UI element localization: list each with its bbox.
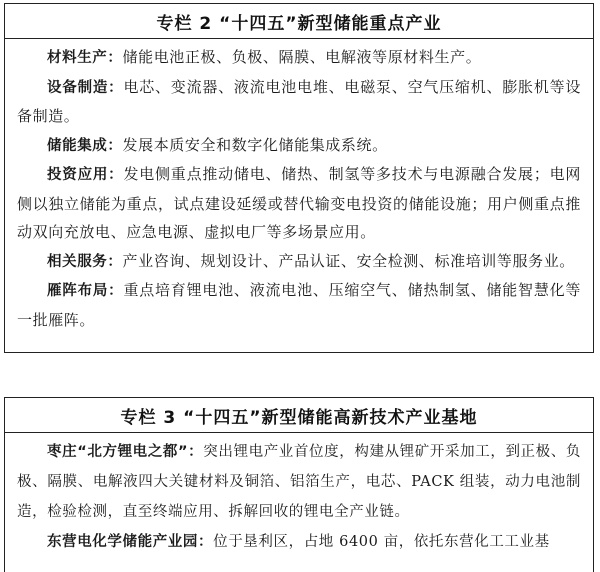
entry-label: 雁阵布局： bbox=[47, 283, 124, 299]
entry-text: 产业咨询、规划设计、产品认证、安全检测、标准培训等服务业。 bbox=[122, 251, 575, 270]
entry-equipment bbox=[17, 73, 581, 131]
entry-text: 突出锂电产业首位度，构建从锂矿开采加工，到正极、负极、隔膜、电解液四大关键材料及铜箔、铝箔生产，电芯、PACK 组装，动力电池制造，检验检测，直至终端应用、拆解回收的锂电全产业链。 bbox=[17, 444, 581, 520]
entry-text: 发展本质安全和数字化储能集成系统。 bbox=[122, 135, 388, 154]
entry-label: 材料生产： bbox=[47, 50, 123, 66]
feature-box-key-industries bbox=[4, 3, 594, 353]
box-title: 专栏 2 “十四五”新型储能重点产业 bbox=[5, 4, 593, 39]
entry-dongying bbox=[17, 527, 581, 557]
entry-label: 枣庄“北方锂电之都”： bbox=[47, 444, 204, 460]
entry-text: 位于垦利区，占地 6400 亩，依托东营化工工业基 bbox=[213, 534, 550, 550]
box-body bbox=[5, 39, 593, 334]
entry-investment bbox=[17, 160, 581, 247]
entry-materials bbox=[17, 43, 581, 73]
entry-services bbox=[17, 247, 581, 277]
entry-label: 相关服务： bbox=[47, 253, 123, 270]
entry-label: 东营电化学储能产业园： bbox=[47, 534, 214, 550]
entry-label: 设备制造： bbox=[47, 79, 124, 96]
entry-label: 投资应用： bbox=[47, 167, 124, 183]
entry-label: 储能集成： bbox=[47, 137, 123, 154]
entry-text: 发电侧重点推动储电、储热、制氢等多技术与电源融合发展；电网侧以独立储能为重点，试点建设延缓或替代输变电投资的储能设施；用户侧重点推动双向充放电、应急电源、虚拟电厂等多场景应用。 bbox=[17, 165, 582, 241]
entry-integration bbox=[17, 131, 581, 161]
feature-box-industrial-bases bbox=[4, 397, 594, 572]
entry-layout bbox=[17, 276, 581, 334]
box-title: 专栏 3 “十四五”新型储能高新技术产业基地 bbox=[5, 398, 593, 433]
entry-text: 电芯、变流器、液流电池电堆、电磁泵、空气压缩机、膨胀机等设备制造。 bbox=[17, 77, 582, 125]
entry-zaozhuang bbox=[17, 437, 581, 527]
box-body bbox=[5, 433, 593, 557]
entry-text: 储能电池正极、负极、隔膜、电解液等原材料生产。 bbox=[122, 48, 482, 66]
entry-text: 重点培育锂电池、液流电池、压缩空气、储热制氢、储能智慧化等一批雁阵。 bbox=[17, 281, 582, 329]
